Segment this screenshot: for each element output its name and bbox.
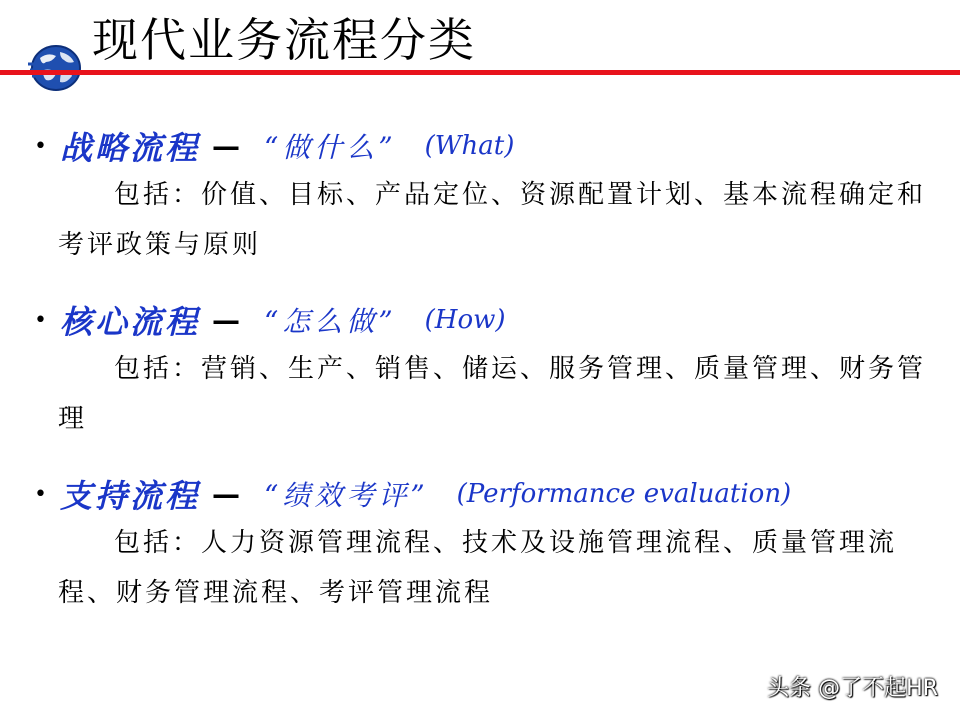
- section-heading: [34, 126, 514, 166]
- section-english: (What): [424, 131, 515, 161]
- section-body-text: 包括：营销、生产、销售、储运、服务管理、质量管理、财务管理: [58, 354, 927, 434]
- section-body-text: 包括：人力资源管理流程、技术及设施管理流程、质量管理流程、财务管理流程、考评管理流程: [58, 528, 898, 608]
- bullet-icon: •: [34, 307, 47, 333]
- globe-logo-icon: [26, 44, 82, 92]
- section-quote: “怎么做”: [264, 305, 397, 338]
- bullet-icon: •: [34, 481, 47, 507]
- section-heading: [34, 474, 791, 514]
- section-body: [58, 344, 938, 444]
- section-heading: [34, 300, 506, 340]
- section-english: (How): [424, 305, 506, 335]
- bullet-icon: •: [34, 133, 47, 159]
- section-dash: —: [212, 303, 241, 337]
- section-quote: “做什么”: [264, 131, 397, 164]
- section-body: [58, 170, 938, 270]
- section-english: (Performance evaluation): [456, 479, 792, 509]
- section-name: 核心流程: [60, 303, 201, 341]
- section-body-text: 包括：价值、目标、产品定位、资源配置计划、基本流程确定和考评政策与原则: [58, 180, 927, 260]
- page-title: 现代业务流程分类: [92, 13, 476, 67]
- section-name: 战略流程: [60, 129, 201, 167]
- source-watermark: 头条 @了不起HR: [767, 676, 938, 701]
- section-name: 支持流程: [60, 477, 201, 515]
- section-body: [58, 518, 938, 618]
- section-quote: “绩效考评”: [264, 479, 429, 512]
- section-dash: —: [212, 477, 241, 511]
- title-divider: [0, 70, 960, 75]
- section-dash: —: [212, 129, 241, 163]
